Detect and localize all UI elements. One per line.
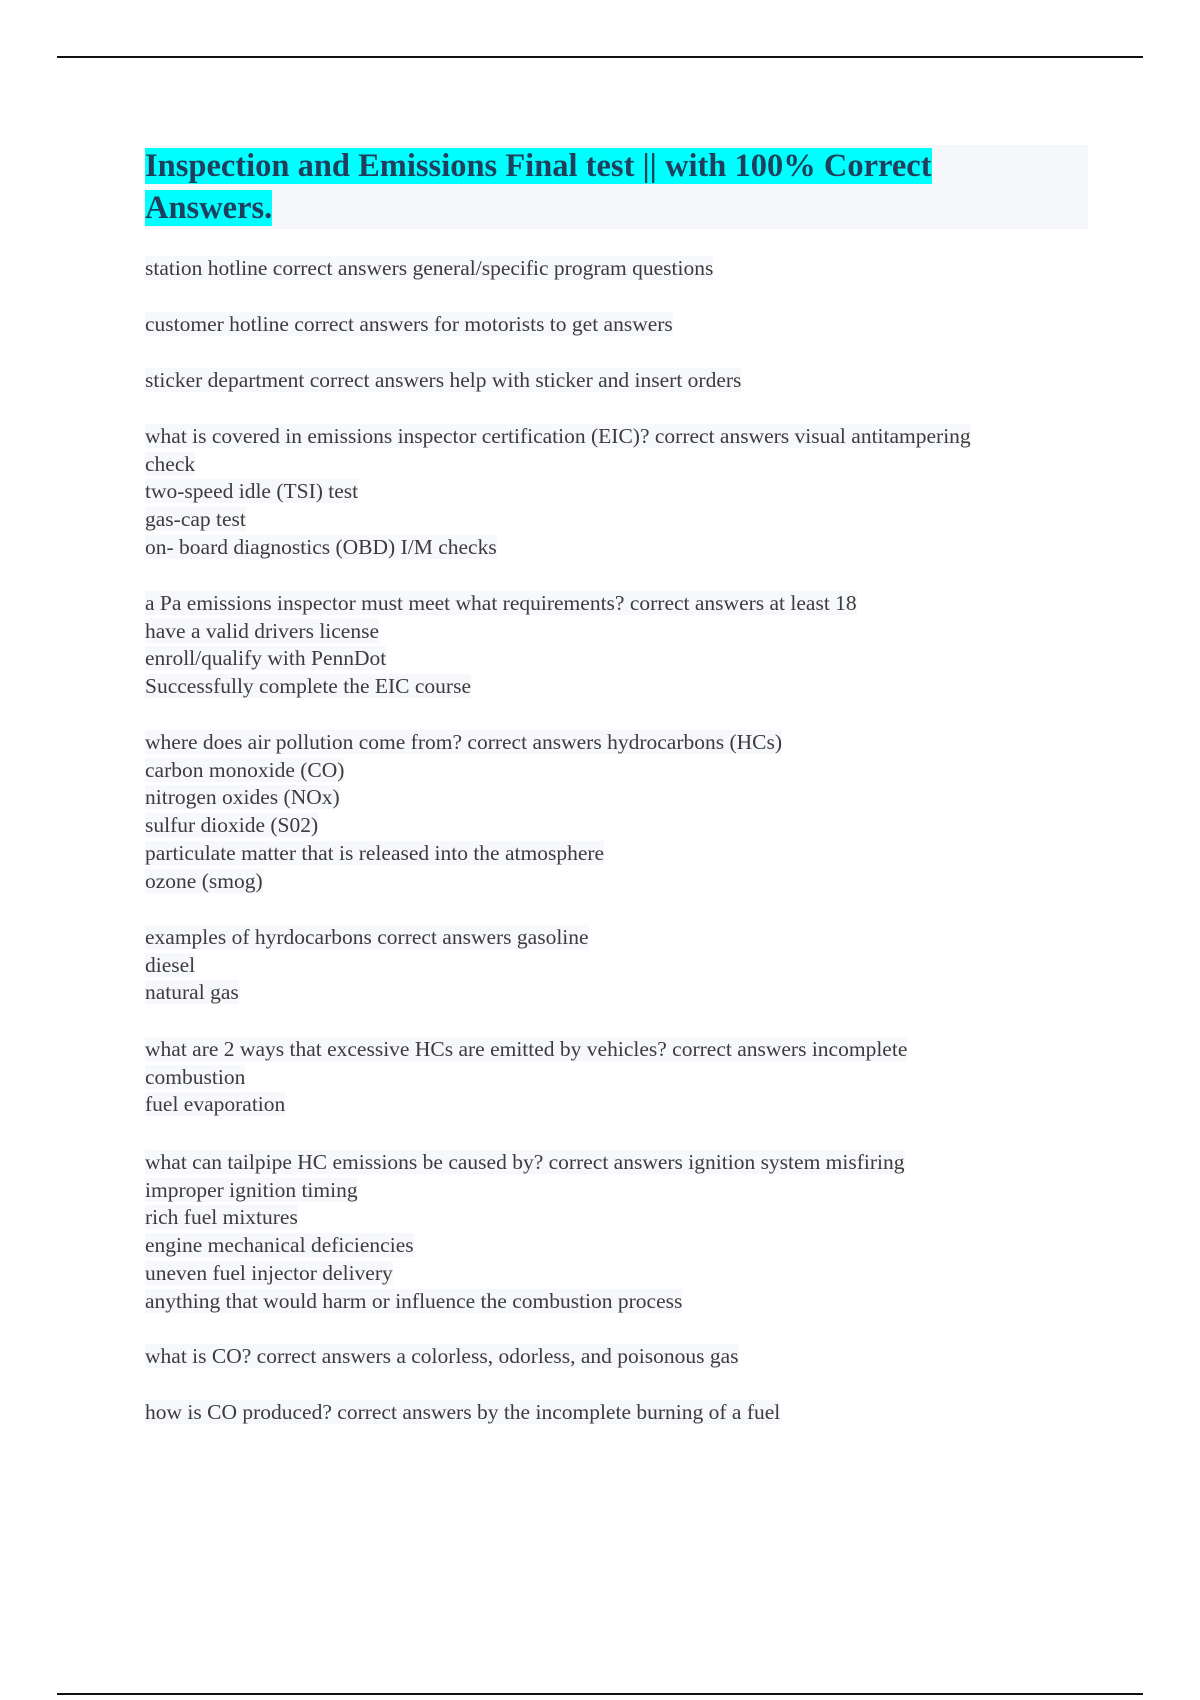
qa-item-5 <box>145 590 1095 701</box>
qa-line: particulate matter that is released into the atmosphere <box>145 840 605 865</box>
qa-item-2 <box>145 311 1095 339</box>
qa-line: enroll/qualify with PennDot <box>145 646 387 671</box>
qa-line: carbon monoxide (CO) <box>145 757 345 782</box>
qa-line: diesel <box>145 952 196 977</box>
qa-item-6 <box>145 729 1095 895</box>
qa-line: have a valid drivers license <box>145 618 380 643</box>
qa-item-7 <box>145 924 1095 1007</box>
qa-line: station hotline correct answers general/specific program questions <box>145 256 714 280</box>
qa-line: sticker department correct answers help with sticker and insert orders <box>145 368 742 392</box>
qa-line: sulfur dioxide (S02) <box>145 813 319 838</box>
qa-line: how is CO produced? correct answers by the incomplete burning of a fuel <box>145 1400 781 1424</box>
qa-line: two-speed idle (TSI) test <box>145 479 359 504</box>
qa-item-3 <box>145 367 1095 395</box>
bottom-rule <box>57 1693 1143 1695</box>
qa-line: on- board diagnostics (OBD) I/M checks <box>145 534 497 559</box>
qa-line: nitrogen oxides (NOx) <box>145 785 340 810</box>
qa-item-10 <box>145 1343 1095 1371</box>
qa-line: what is CO? correct answers a colorless, odorless, and poisonous gas <box>145 1344 739 1368</box>
top-rule <box>57 56 1143 58</box>
qa-item-4 <box>145 423 1095 562</box>
qa-line: what are 2 ways that excessive HCs are emitted by vehicles? correct answers incomplete <box>145 1037 908 1061</box>
document-title <box>145 145 1045 229</box>
qa-line: check <box>145 451 196 476</box>
qa-line: fuel evaporation <box>145 1092 286 1117</box>
qa-line: engine mechanical deficiencies <box>145 1233 414 1258</box>
qa-line: where does air pollution come from? correct answers hydrocarbons (HCs) <box>145 730 783 754</box>
document-title-text: Inspection and Emissions Final test || with 100% Correct Answers. <box>145 148 932 226</box>
qa-item-8 <box>145 1036 1095 1119</box>
qa-line: gas-cap test <box>145 507 246 532</box>
qa-line: what is covered in emissions inspector certification (EIC)? correct answers visual antitampering <box>145 424 971 448</box>
qa-line: customer hotline correct answers for motorists to get answers <box>145 312 673 336</box>
qa-line: ozone (smog) <box>145 868 263 893</box>
qa-line: Successfully complete the EIC course <box>145 674 471 699</box>
qa-line: what can tailpipe HC emissions be caused by? correct answers ignition system misfiring <box>145 1150 905 1174</box>
qa-line: anything that would harm or influence the combustion process <box>145 1288 683 1313</box>
qa-line: a Pa emissions inspector must meet what requirements? correct answers at least 18 <box>145 591 857 615</box>
qa-line: rich fuel mixtures <box>145 1205 298 1230</box>
qa-line: combustion <box>145 1064 246 1089</box>
qa-line: examples of hyrdocarbons correct answers gasoline <box>145 925 589 949</box>
qa-item-11 <box>145 1399 1095 1427</box>
qa-item-1 <box>145 255 1095 283</box>
qa-line: uneven fuel injector delivery <box>145 1260 393 1285</box>
qa-line: improper ignition timing <box>145 1177 358 1202</box>
qa-item-9 <box>145 1149 1095 1315</box>
qa-line: natural gas <box>145 980 239 1005</box>
